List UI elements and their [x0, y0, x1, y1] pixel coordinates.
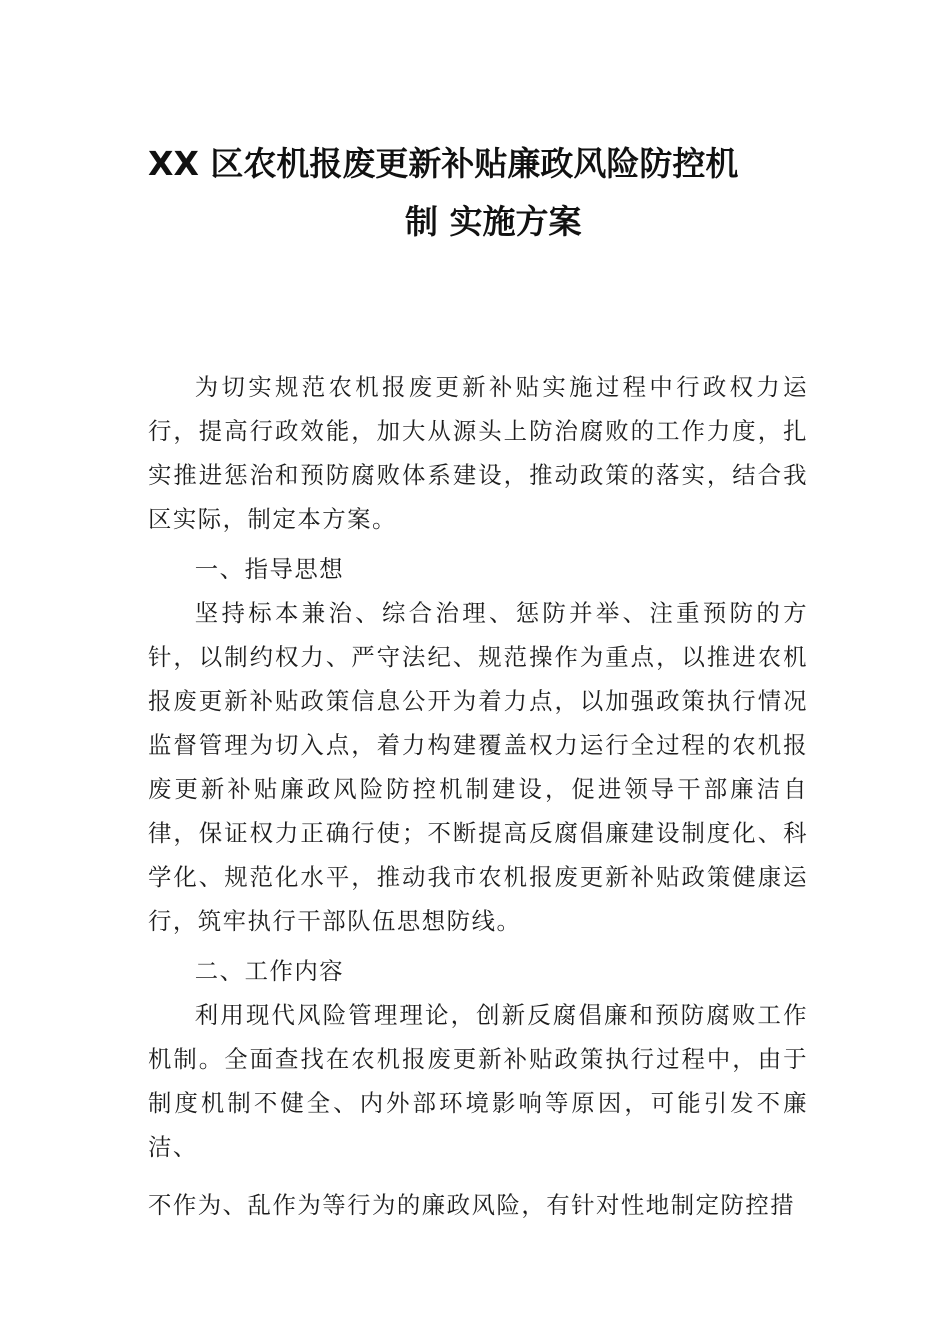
guiding-ideology-paragraph: 坚持标本兼治、综合治理、惩防并举、注重预防的方针，以制约权力、严守法纪、规范操作为重点，以推进农机报废更新补贴政策信息公开为着力点，以加强政策执行情况监督管理为切入点，着力构建覆盖权力运行全过程的农机报废更新补贴廉政风险防控机制建设，促进领导干部廉洁自律，保证权力正确行使；不断提高反腐倡廉建设制度化、科学化、规范化水平，推动我市农机报废更新补贴政策健康运行，筑牢执行干部队伍思想防线。	[148, 599, 808, 935]
work-content-continuation: 不作为、乱作为等行为的廉政风险，有针对性地制定防控措	[148, 1191, 796, 1219]
intro-paragraph: 为切实规范农机报废更新补贴实施过程中行政权力运行，提高行政效能，加大从源头上防治腐败的工作力度，扎实推进惩治和预防腐败体系建设，推动政策的落实，结合我区实际，制定本方案。	[148, 373, 808, 533]
title-line-2: 制 实施方案	[405, 202, 582, 241]
section-heading-guiding-ideology: 一、指导思想	[194, 555, 345, 583]
title-line-1: XX 区农机报废更新补贴廉政风险防控机	[148, 144, 739, 183]
work-content-paragraph: 利用现代风险管理理论，创新反腐倡廉和预防腐败工作机制。全面查找在农机报废更新补贴政策执行过程中，由于制度机制不健全、内外部环境影响等原因，可能引发不廉洁、	[148, 1001, 808, 1161]
document-body	[148, 365, 808, 1227]
section-heading-work-content: 二、工作内容	[194, 957, 345, 985]
